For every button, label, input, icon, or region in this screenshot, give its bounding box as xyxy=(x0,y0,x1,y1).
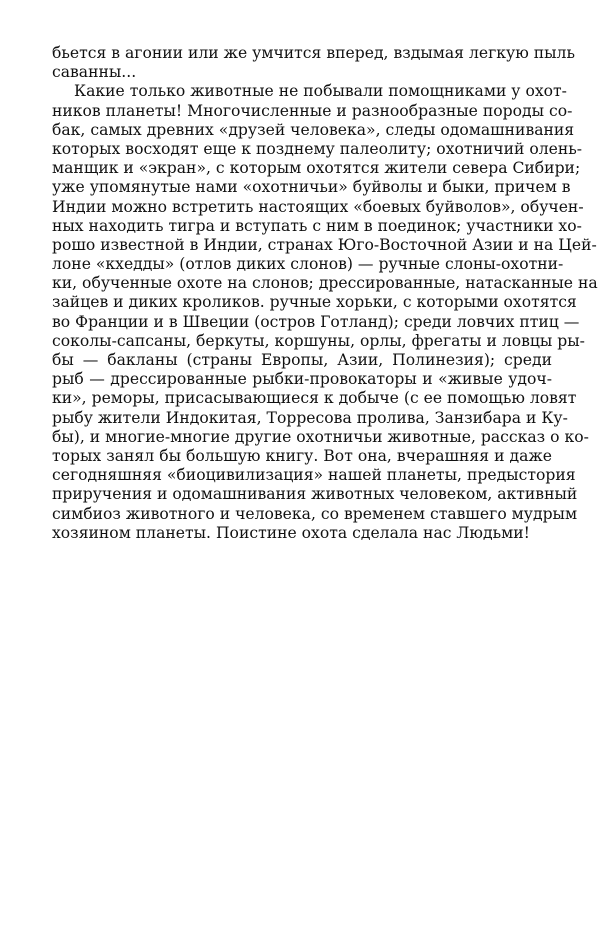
text-line: бак, самых древних «друзей человека», следы одомашнивания xyxy=(52,120,575,139)
text-line: бы — бакланы (страны Европы, Азии, Полинезия); среди xyxy=(52,351,552,369)
body-text xyxy=(52,44,598,543)
text-line: саванны... xyxy=(52,63,137,82)
text-line: лоне «кхедды» (отлов диких слонов) — ручные слоны-охотни- xyxy=(52,255,564,274)
text-line: рыбу жители Индокитая, Торресова пролива, Занзибара и Ку- xyxy=(52,408,568,427)
text-line: соколы-сапсаны, беркуты, коршуны, орлы, фрегаты и ловцы ры- xyxy=(52,331,585,350)
paragraph-start-line: Какие только животные не побывали помощниками у охот- xyxy=(74,82,567,101)
text-line: хозяином планеты. Поистине охота сделала нас Людьми! xyxy=(52,523,530,542)
text-line: ных находить тигра и вступать с ним в поединок; участники хо- xyxy=(52,216,582,235)
text-line: торых занял бы большую книгу. Вот она, вчерашняя и даже xyxy=(52,446,552,465)
text-line: приручения и одомашнивания животных человеком, активный xyxy=(52,485,578,504)
text-line: бы), и многие-многие другие охотничьи животные, рассказ о ко- xyxy=(52,427,589,446)
text-line: бьется в агонии или же умчится вперед, вздымая легкую пыль xyxy=(52,44,575,62)
text-line: рошо известной в Индии, странах Юго-Восточной Азии и на Цей- xyxy=(52,235,597,254)
text-line: ки», реморы, присасывающиеся к добыче (с ее помощью ловят xyxy=(52,389,577,408)
text-line: рыб — дрессированные рыбки-провокаторы и «живые удоч- xyxy=(52,370,552,389)
text-line: уже упомянутые нами «охотничьи» буйволы и быки, причем в xyxy=(52,178,571,197)
text-line: которых восходят еще к позднему палеолиту; охотничий олень- xyxy=(52,139,583,158)
text-line: зайцев и диких кроликов. ручные хорьки, с которыми охотятся xyxy=(52,293,577,312)
text-line: Индии можно встретить настоящих «боевых буйволов», обучен- xyxy=(52,197,584,216)
text-line: ки, обученные охоте на слонов; дрессированные, натасканные на xyxy=(52,274,598,293)
text-line: ников планеты! Многочисленные и разнообразные породы со- xyxy=(52,101,573,120)
text-line: симбиоз животного и человека, со временем ставшего мудрым xyxy=(52,504,578,523)
text-line: манщик и «экран», с которым охотятся жители севера Сибири; xyxy=(52,159,581,178)
text-line: сегодняшняя «биоцивилизация» нашей планеты, предыстория xyxy=(52,466,576,485)
text-line: во Франции и в Швеции (остров Готланд); среди ловчих птиц — xyxy=(52,312,580,331)
